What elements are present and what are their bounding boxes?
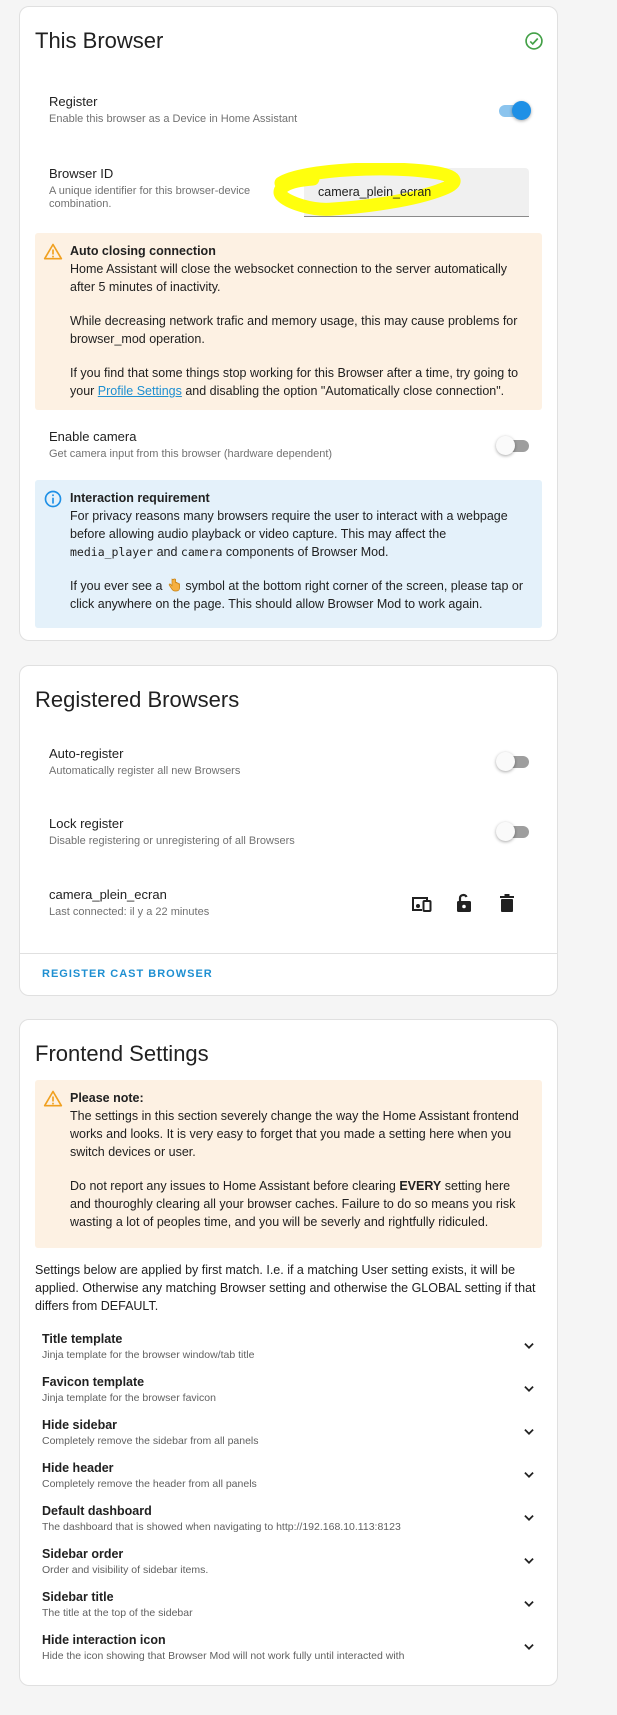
browser-last-connected: Last connected: il y a 22 minutes [49,906,210,918]
alert-text-3a: If you find that some things stop working for this Browser after a time, try going to your [70,366,519,398]
alert-title: Please note: [70,1091,144,1105]
setting-desc: The dashboard that is showed when navigating to http://192.168.10.113:8123 [42,1521,401,1533]
setting-desc: The title at the top of the sidebar [42,1607,193,1619]
browser-id-desc: A unique identifier for this browser-device combination. [49,185,251,210]
browser-id-row [49,166,264,211]
interaction-text-1c: components of Browser Mod. [222,545,389,559]
camera-desc: Get camera input from this browser (hardware dependent) [49,448,333,460]
chevron-down-icon [522,1425,536,1439]
alert-text-2: While decreasing network trafic and memory usage, this may cause problems for browser_mod operation. [70,314,518,346]
setting-title: Hide interaction icon [42,1633,166,1647]
setting-desc: Order and visibility of sidebar items. [42,1564,209,1576]
toggle-thumb [496,822,515,841]
setting-hide-interaction-icon[interactable] [42,1633,542,1662]
chevron-down-icon [522,1382,536,1396]
camera-label: Enable camera [49,429,137,444]
profile-settings-link[interactable]: Profile Settings [97,384,182,398]
lock-register-toggle[interactable] [496,821,530,841]
chevron-down-icon [522,1597,536,1611]
note-text-2 [70,1177,530,1231]
note-text-2a: Do not report any issues to Home Assistant before clearing [70,1179,400,1193]
browser-id-label: Browser ID [49,166,114,181]
alert-title: Auto closing connection [70,244,216,258]
auto-register-label: Auto-register [49,746,124,761]
register-desc: Enable this browser as a Device in Home Assistant [49,113,298,125]
registered-browsers-card [19,665,558,996]
alert-text-3b: and disabling the option "Automatically close connection". [181,384,505,398]
setting-title-template[interactable] [42,1332,542,1361]
camera-row [49,429,539,461]
note-text-2b: setting here and thouroghly clearing all your browser caches. Failure to do so means you risk wasting a lot of peoples time, and you will be severly and rightfully ridiculed. [70,1179,516,1229]
warning-icon [43,242,63,262]
lock-register-row [49,816,539,848]
lock-register-desc: Disable registering or unregistering of all Browsers [49,835,295,847]
delete-icon[interactable] [495,891,519,915]
toggle-thumb [496,752,515,771]
setting-sidebar-title[interactable] [42,1590,542,1619]
card-title: This Browser [35,28,164,53]
setting-default-dashboard[interactable] [42,1504,542,1533]
interaction-text-2a: If you ever see a [70,579,166,593]
chevron-down-icon [522,1511,536,1525]
registered-browser-item [49,887,349,919]
card-title: Registered Browsers [35,687,240,712]
chevron-down-icon [522,1640,536,1654]
lock-open-icon[interactable] [452,891,476,915]
auto-close-alert [35,233,542,410]
card-divider [20,953,557,954]
register-cast-browser-button[interactable]: REGISTER CAST BROWSER [42,968,213,980]
setting-desc: Jinja template for the browser favicon [42,1392,216,1404]
setting-favicon-template[interactable] [42,1375,542,1404]
please-note-alert [35,1080,542,1248]
setting-hide-header[interactable] [42,1461,542,1490]
frontend-settings-card [19,1019,558,1686]
setting-desc: Jinja template for the browser window/tab title [42,1349,255,1361]
interaction-alert [35,480,542,628]
info-icon [43,489,63,509]
chevron-down-icon [522,1339,536,1353]
setting-title: Hide sidebar [42,1418,118,1432]
cast-device-icon[interactable] [409,892,433,916]
setting-title: Hide header [42,1461,114,1475]
setting-sidebar-order[interactable] [42,1547,542,1576]
setting-title: Sidebar title [42,1590,114,1604]
setting-desc: Completely remove the header from all panels [42,1478,257,1490]
setting-desc: Completely remove the sidebar from all panels [42,1435,259,1447]
alert-text-1: Home Assistant will close the websocket connection to the server automatically after 5 minutes of inactivity. [70,262,508,294]
register-toggle[interactable] [496,100,530,120]
browser-id-value: camera_plein_ecran [318,185,432,199]
auto-register-row [49,746,539,778]
chevron-down-icon [522,1468,536,1482]
lock-register-label: Lock register [49,816,124,831]
hand-pointer-icon [166,577,182,593]
code-media-player: media_player [70,545,154,559]
interaction-text-1b: and [153,545,181,559]
setting-desc: Hide the icon showing that Browser Mod will not work fully until interacted with [42,1650,405,1662]
note-text-2-bold: EVERY [399,1179,442,1193]
setting-title: Title template [42,1332,123,1346]
interaction-text-1a: For privacy reasons many browsers require the user to interact with a webpage before allowing audio playback or video capture. This may affect the [70,509,508,541]
this-browser-card [19,6,558,641]
warning-icon [43,1089,63,1109]
setting-title: Default dashboard [42,1504,152,1518]
card-title: Frontend Settings [35,1041,209,1066]
interaction-text-2b: symbol at the bottom right corner of the screen, please tap or click anywhere on the page. This should allow Browser Mod to work again. [70,579,524,611]
auto-register-desc: Automatically register all new Browsers [49,765,241,777]
toggle-thumb [496,436,515,455]
interaction-text-1 [70,507,530,561]
setting-title: Sidebar order [42,1547,124,1561]
auto-register-toggle[interactable] [496,751,530,771]
check-circle-icon [524,31,544,51]
setting-hide-sidebar[interactable] [42,1418,542,1447]
setting-title: Favicon template [42,1375,145,1389]
interaction-text-2 [70,577,530,613]
chevron-down-icon [522,1554,536,1568]
code-camera: camera [180,545,223,559]
settings-intro: Settings below are applied by first match. I.e. if a matching User setting exists, it will be applied. Otherwise any matching Browser setting and otherwise the GLOBAL setting if that differs from DEFAULT. [35,1263,536,1313]
register-row [49,94,539,126]
alert-title: Interaction requirement [70,491,210,505]
toggle-thumb [512,101,531,120]
alert-text-3 [70,364,530,400]
register-label: Register [49,94,98,109]
camera-toggle[interactable] [496,435,530,455]
note-text-1: The settings in this section severely change the way the Home Assistant frontend works and looks. It is very easy to forget that you made a setting here when you switch devices or user. [70,1109,519,1159]
browser-name: camera_plein_ecran [49,887,167,902]
